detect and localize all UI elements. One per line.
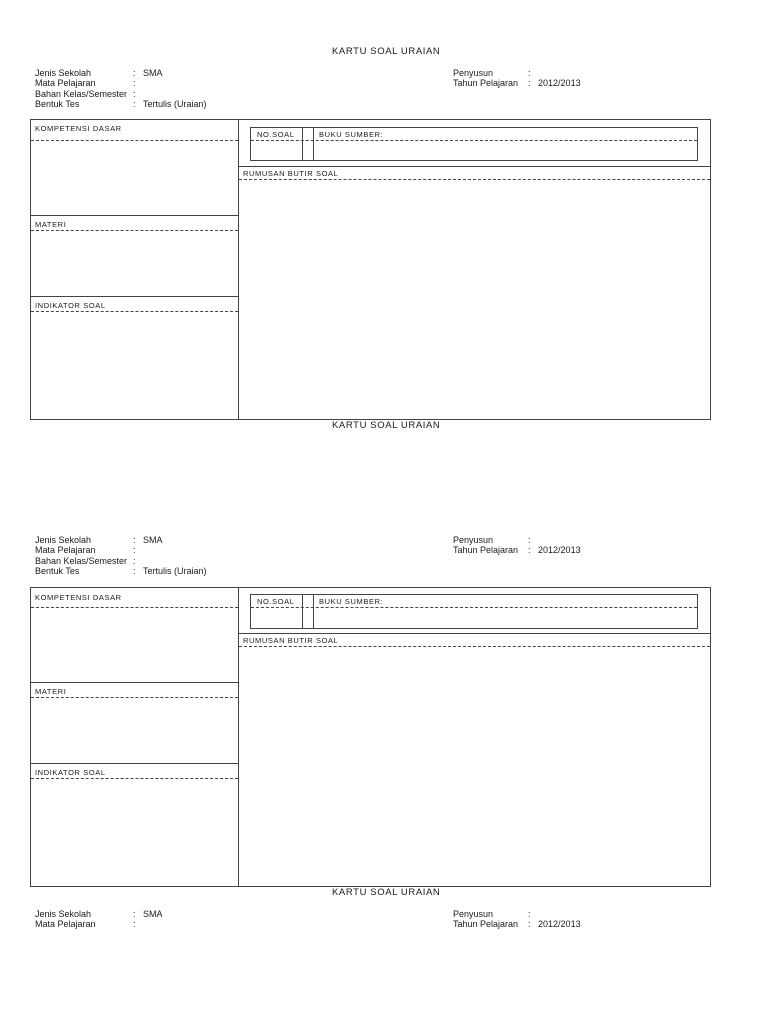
card1-indikator-label: INDIKATOR SOAL <box>35 301 106 310</box>
jenis-sekolah-label: Jenis Sekolah <box>35 535 92 545</box>
bahan-label: Bahan Kelas/Semester <box>35 88 128 99</box>
jenis-sekolah-label: Jenis Sekolah <box>35 68 92 78</box>
card2-kompetensi-label: KOMPETENSI DASAR <box>35 593 122 602</box>
card2-sep1 <box>31 682 238 683</box>
card2-materi-dash <box>31 697 238 698</box>
card2-nosoal-label: NO.SOAL <box>257 597 295 606</box>
card2-indikator-label: INDIKATOR SOAL <box>35 768 106 777</box>
colon: : <box>528 545 531 556</box>
card2-rumusan-dash <box>239 646 710 647</box>
card1-info-right <box>453 68 581 89</box>
card2-sep2 <box>31 763 238 764</box>
tahun-pelajaran-label: Tahun Pelajaran <box>453 78 519 89</box>
card2-divider <box>238 587 239 886</box>
card2-title: KARTU SOAL URAIAN <box>332 420 441 431</box>
card1-rumusan-label: RUMUSAN BUTIR SOAL <box>243 169 339 178</box>
card2-buku-divider <box>313 594 314 628</box>
penyusun-label: Penyusun <box>453 909 494 919</box>
card2-info-right <box>453 535 581 556</box>
colon: : <box>133 88 136 99</box>
colon: : <box>133 78 136 89</box>
card1-frame <box>30 119 711 420</box>
card1-buku-label: BUKU SUMBER: <box>319 130 384 139</box>
card1-nosoal-divider <box>302 127 303 160</box>
bentuk-tes-label: Bentuk Tes <box>35 99 80 110</box>
card2-rumusan-line <box>239 633 710 634</box>
jenis-sekolah-value: SMA <box>143 68 163 78</box>
card1-nosoal-box <box>250 127 698 161</box>
bahan-label: Bahan Kelas/Semester <box>35 555 128 566</box>
colon: : <box>133 68 136 78</box>
card2-materi-label: MATERI <box>35 687 67 696</box>
mata-pelajaran-label: Mata Pelajaran <box>35 919 96 930</box>
colon: : <box>528 535 531 545</box>
colon: : <box>528 919 531 930</box>
colon: : <box>133 545 136 556</box>
card2-frame <box>30 587 711 887</box>
colon: : <box>528 68 531 78</box>
bentuk-tes-label: Bentuk Tes <box>35 566 80 577</box>
jenis-sekolah-value: SMA <box>143 535 163 545</box>
card1-rumusan-dash <box>239 179 710 180</box>
penyusun-label: Penyusun <box>453 535 494 545</box>
colon: : <box>133 566 136 577</box>
colon: : <box>133 909 136 919</box>
colon: : <box>528 909 531 919</box>
card1-materi-label: MATERI <box>35 220 67 229</box>
colon: : <box>528 78 531 89</box>
card2-kompetensi-dash <box>31 607 238 608</box>
card1-nosoal-dash <box>251 140 697 141</box>
card1-title: KARTU SOAL URAIAN <box>332 46 441 57</box>
card1-divider <box>238 119 239 419</box>
colon: : <box>133 535 136 545</box>
card1-buku-divider <box>313 127 314 160</box>
card2-info-left <box>35 535 207 577</box>
card3-title: KARTU SOAL URAIAN <box>332 887 441 898</box>
card1-kompetensi-label: KOMPETENSI DASAR <box>35 124 122 133</box>
card2-nosoal-dash <box>251 607 697 608</box>
card1-info-left <box>35 68 207 110</box>
tahun-pelajaran-label: Tahun Pelajaran <box>453 545 519 556</box>
mata-pelajaran-label: Mata Pelajaran <box>35 78 96 89</box>
card1-kompetensi-dash <box>31 140 238 141</box>
jenis-sekolah-value: SMA <box>143 909 163 919</box>
jenis-sekolah-label: Jenis Sekolah <box>35 909 92 919</box>
card1-materi-dash <box>31 230 238 231</box>
colon: : <box>133 919 136 930</box>
card2-nosoal-divider <box>302 594 303 628</box>
tahun-pelajaran-value: 2012/2013 <box>538 919 581 930</box>
mata-pelajaran-label: Mata Pelajaran <box>35 545 96 556</box>
bentuk-tes-value: Tertulis (Uraian) <box>143 566 207 577</box>
card1-indikator-dash <box>31 311 238 312</box>
card3-info-right <box>453 909 581 930</box>
card1-sep1 <box>31 215 238 216</box>
colon: : <box>133 555 136 566</box>
bentuk-tes-value: Tertulis (Uraian) <box>143 99 207 110</box>
tahun-pelajaran-value: 2012/2013 <box>538 78 581 89</box>
card1-sep2 <box>31 296 238 297</box>
card2-buku-label: BUKU SUMBER: <box>319 597 384 606</box>
card2-indikator-dash <box>31 778 238 779</box>
penyusun-label: Penyusun <box>453 68 494 78</box>
colon: : <box>133 99 136 110</box>
card2-rumusan-label: RUMUSAN BUTIR SOAL <box>243 636 339 645</box>
card1-nosoal-label: NO.SOAL <box>257 130 295 139</box>
card1-rumusan-line <box>239 166 710 167</box>
card3-info-left <box>35 909 163 930</box>
tahun-pelajaran-label: Tahun Pelajaran <box>453 919 519 930</box>
tahun-pelajaran-value: 2012/2013 <box>538 545 581 556</box>
card2-nosoal-box <box>250 594 698 629</box>
